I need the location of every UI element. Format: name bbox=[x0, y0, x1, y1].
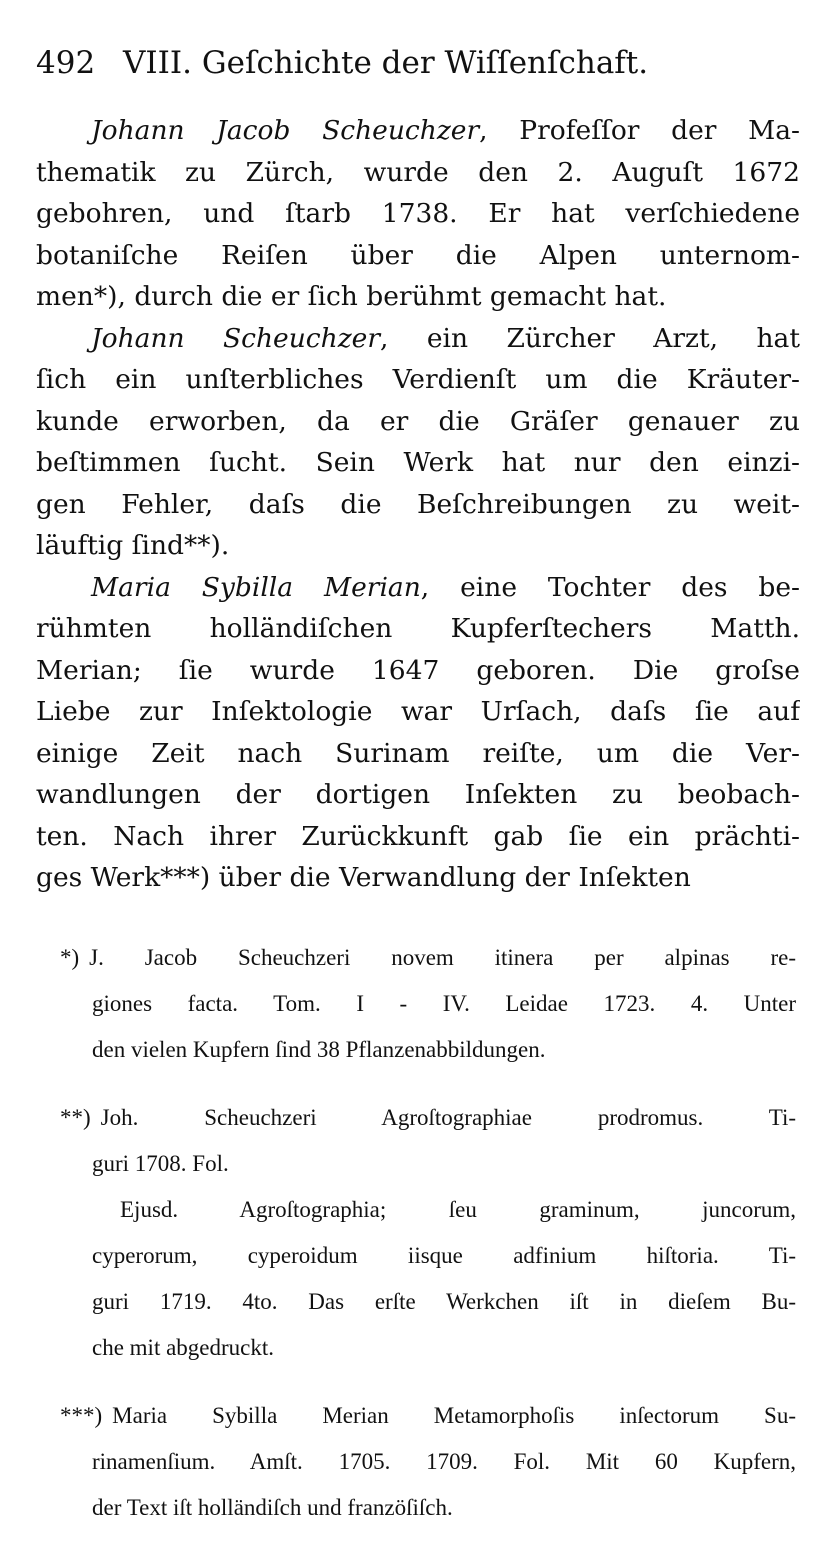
text-line: läuftig ſind**). bbox=[36, 530, 230, 561]
text-line: Maria Sybilla Merian, eine Tochter des be- bbox=[91, 571, 800, 603]
text-line: Liebe zur Inſektologie war Urſach, daſs ſie auf bbox=[36, 696, 800, 727]
main-text bbox=[36, 110, 800, 899]
text-line: kunde erworben, da er die Gräſer genauer zu bbox=[36, 405, 800, 437]
footnote-line: rinamenſium. Amſt. 1705. 1709. Fol. Mit 60 Kupfern, bbox=[92, 1449, 796, 1474]
footnote-line: den vielen Kupfern ſind 38 Pflanzenabbildungen. bbox=[92, 1037, 546, 1062]
text-line: einige Zeit nach Surinam reiſte, um die Ver- bbox=[36, 737, 800, 769]
paragraph-scheuchzer-johann-jacob bbox=[36, 110, 800, 318]
footnote-line: che mit abgedruckt. bbox=[92, 1335, 275, 1360]
person-name: Johann Scheuchzer bbox=[91, 322, 381, 354]
text-line: ſich ein unſterbliches Verdienſt um die Kräuter- bbox=[36, 364, 800, 395]
footnote-line: **) Joh. Scheuchzeri Agroſtographiae prodromus. Ti- bbox=[60, 1095, 796, 1141]
text-line: thematik zu Zürch, wurde den 2. Auguſt 1672 bbox=[36, 156, 800, 188]
chapter-title: VIII. Geſchichte der Wiſſenſchaft. bbox=[123, 45, 649, 81]
text-line: ges Werk***) über die Verwandlung der Inſekten bbox=[36, 862, 691, 893]
footnote-marker: **) bbox=[60, 1105, 91, 1130]
paragraph-scheuchzer-johann bbox=[36, 318, 800, 567]
text-line: beſtimmen ſucht. Sein Werk hat nur den einzi- bbox=[36, 447, 800, 478]
person-name: Johann Jacob Scheuchzer bbox=[91, 115, 480, 146]
text-line: gen Fehler, daſs die Beſchreibungen zu weit- bbox=[36, 488, 800, 520]
page-number: 492 bbox=[36, 45, 96, 81]
footnote-3 bbox=[60, 1393, 796, 1531]
person-name: Maria Sybilla Merian bbox=[91, 571, 421, 603]
text-line: ten. Nach ihrer Zurückkunft gab ſie ein prächti- bbox=[36, 820, 800, 852]
text-line: men*), durch die er ſich berühmt gemacht hat. bbox=[36, 281, 667, 312]
footnote-line: *) J. Jacob Scheuchzeri novem itinera per alpinas re- bbox=[60, 935, 796, 981]
footnote-line: Ejusd. Agroſtographia; ſeu graminum, juncorum, bbox=[120, 1197, 796, 1222]
text-line: botaniſche Reiſen über die Alpen unternom- bbox=[36, 239, 800, 271]
text-line: gebohren, und ſtarb 1738. Er hat verſchiedene bbox=[36, 198, 800, 229]
footnote-marker: ***) bbox=[60, 1403, 103, 1428]
footnote-line: giones facta. Tom. I - IV. Leidae 1723. 4. Unter bbox=[92, 991, 796, 1016]
text-line: wandlungen der dortigen Inſekten zu beobach- bbox=[36, 779, 800, 810]
footnote-line: guri 1719. 4to. Das erſte Werkchen iſt in dieſem Bu- bbox=[92, 1289, 796, 1314]
paragraph-merian bbox=[36, 567, 800, 899]
footnote-2 bbox=[60, 1095, 796, 1371]
footnote-line: cyperorum, cyperoidum iisque adfinium hiſtoria. Ti- bbox=[92, 1243, 796, 1268]
footnote-line: der Text iſt holländiſch und franzöſiſch. bbox=[92, 1495, 453, 1520]
footnote-line: ***) Maria Sybilla Merian Metamorphoſis inſectorum Su- bbox=[60, 1393, 796, 1439]
footnote-line: guri 1708. Fol. bbox=[92, 1151, 229, 1176]
text-line: Johann Scheuchzer, ein Zürcher Arzt, hat bbox=[91, 322, 800, 354]
footnotes bbox=[60, 935, 796, 1553]
text-line: Johann Jacob Scheuchzer, Profeſſor der Ma- bbox=[91, 115, 800, 146]
running-header bbox=[36, 38, 796, 88]
text-line: rühmten holländiſchen Kupferſtechers Matth. bbox=[36, 613, 800, 644]
footnote-marker: *) bbox=[60, 945, 80, 970]
text-line: Merian; ſie wurde 1647 geboren. Die groſse bbox=[36, 654, 800, 686]
footnote-1 bbox=[60, 935, 796, 1073]
